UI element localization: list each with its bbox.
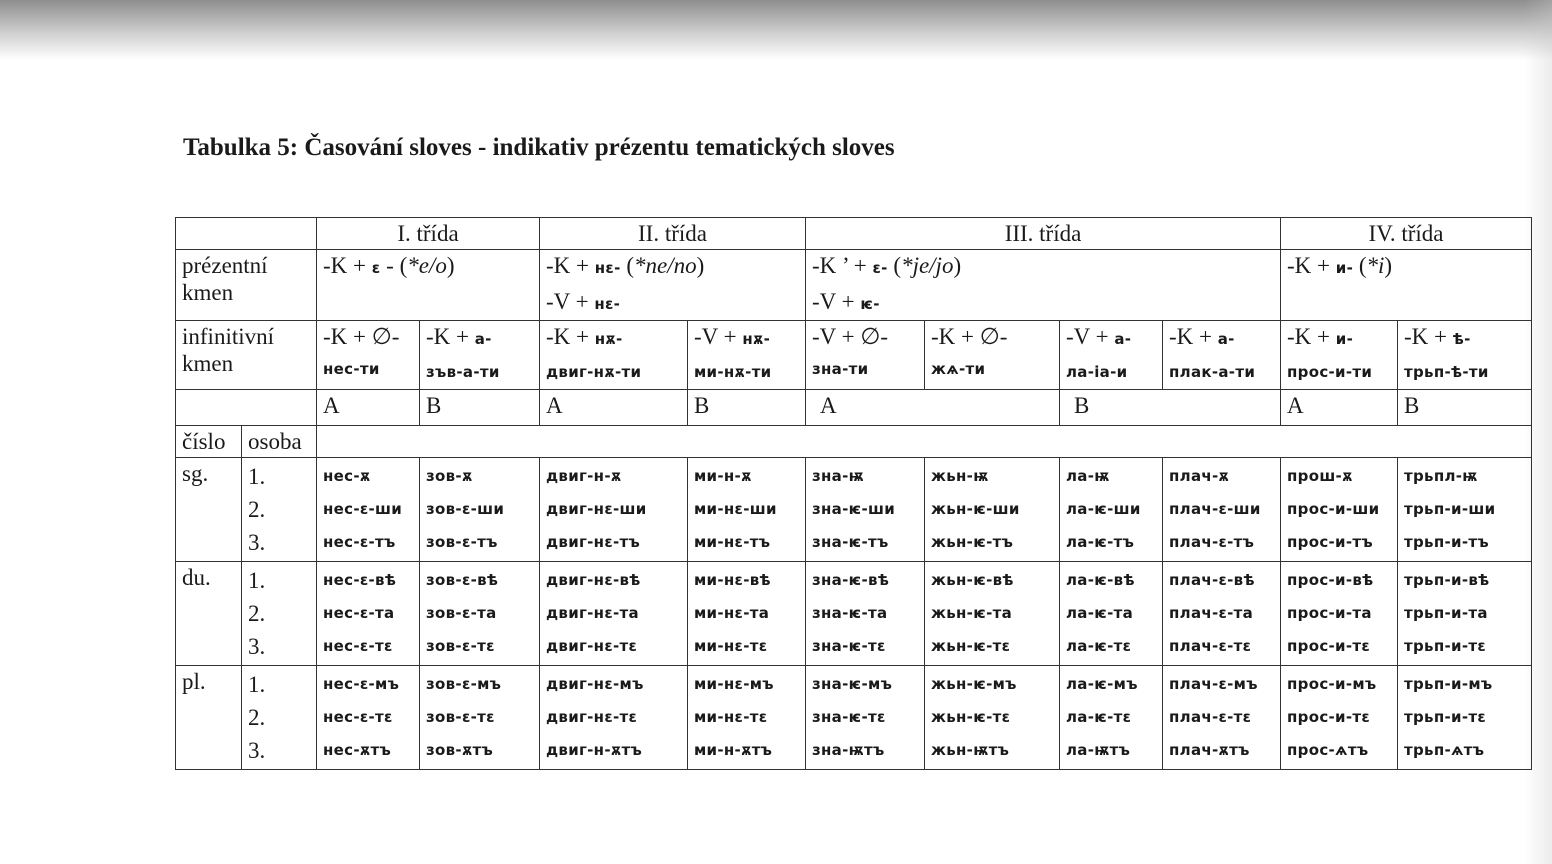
subtype-cell: B xyxy=(1398,390,1532,426)
number-group-pl xyxy=(176,666,1532,770)
subtype-row xyxy=(176,390,1532,426)
form-cell: плач-ѫ плач-ɛ-ши плач-ɛ-тъ xyxy=(1163,458,1281,562)
scan-top-shadow xyxy=(0,0,1552,60)
form-cell: ла-ѭ ла-ѥ-ши ла-ѥ-тъ xyxy=(1060,458,1163,562)
person-number: 2. xyxy=(248,601,266,626)
form-cell: зна-ѭ зна-ѥ-ши зна-ѥ-тъ xyxy=(806,458,925,562)
present-stem-class-2: -K + нɛ- (*ne/no) -V + нɛ- xyxy=(540,250,806,321)
person-number: 3. xyxy=(248,530,266,555)
subtype-cell: B xyxy=(1060,390,1281,426)
infinitive-stem-cell: -K + а- плак-а-ти xyxy=(1163,321,1281,390)
class-header-4: IV. třída xyxy=(1281,218,1532,250)
form-cell: ла-ѥ-мъ ла-ѥ-тɛ ла-ѭтъ xyxy=(1060,666,1163,770)
form-cell: зна-ѥ-вѣ зна-ѥ-та зна-ѥ-тɛ xyxy=(806,562,925,666)
form-cell: трьп-и-вѣ трьп-и-та трьп-и-тɛ xyxy=(1398,562,1532,666)
form-cell: жьн-ѥ-мъ жьн-ѥ-тɛ жьн-ѭтъ xyxy=(925,666,1060,770)
form-cell: зна-ѥ-мъ зна-ѥ-тɛ зна-ѭтъ xyxy=(806,666,925,770)
form-cell: трьпл-ѭ трьп-и-ши трьп-и-тъ xyxy=(1398,458,1532,562)
corner-cell xyxy=(176,218,317,250)
person-number: 3. xyxy=(248,738,266,763)
form-cell: жьн-ѥ-вѣ жьн-ѥ-та жьн-ѥ-тɛ xyxy=(925,562,1060,666)
subtype-label-empty xyxy=(176,390,317,426)
form-cell: зов-ɛ-вѣ зов-ɛ-та зов-ɛ-тɛ xyxy=(420,562,540,666)
infinitive-stem-cell: -V + а- ла-іа-и xyxy=(1060,321,1163,390)
infinitive-stem-cell: -K + нѫ- двиг-нѫ-ти xyxy=(540,321,688,390)
page-title: Tabulka 5: Časování sloves - indikativ prézentu tematických sloves xyxy=(183,134,895,161)
number-group-du xyxy=(176,562,1532,666)
person-number: 1. xyxy=(248,568,266,593)
class-header-row xyxy=(176,218,1532,250)
person-list xyxy=(242,458,317,562)
form-cell: ми-н-ѫ ми-нɛ-ши ми-нɛ-тъ xyxy=(688,458,806,562)
present-stem-class-4: -K + и- (*i) xyxy=(1281,250,1532,321)
form-cell: ла-ѥ-вѣ ла-ѥ-та ла-ѥ-тɛ xyxy=(1060,562,1163,666)
infinitive-stem-cell: -K + ∅- нес-ти xyxy=(317,321,420,390)
form-cell: зов-ѫ зов-ɛ-ши зов-ɛ-тъ xyxy=(420,458,540,562)
present-stem-label: prézentní kmen xyxy=(176,250,317,321)
form-cell: зов-ɛ-мъ зов-ɛ-тɛ зов-ѫтъ xyxy=(420,666,540,770)
form-cell: прос-и-мъ прос-и-тɛ прос-ѧтъ xyxy=(1281,666,1398,770)
infinitive-stem-cell: -V + нѫ- ми-нѫ-ти xyxy=(688,321,806,390)
subtype-cell: A xyxy=(540,390,688,426)
form-cell: ми-нɛ-вѣ ми-нɛ-та ми-нɛ-тɛ xyxy=(688,562,806,666)
present-stem-row xyxy=(176,250,1532,321)
person-list xyxy=(242,666,317,770)
number-person-header-row xyxy=(176,426,1532,458)
infinitive-stem-cell: -K + ∅- жѧ-ти xyxy=(925,321,1060,390)
form-cell: плач-ɛ-вѣ плач-ɛ-та плач-ɛ-тɛ xyxy=(1163,562,1281,666)
conjugation-table xyxy=(175,217,1532,770)
header-spacer xyxy=(317,426,1532,458)
infinitive-stem-cell: -K + и- прос-и-ти xyxy=(1281,321,1398,390)
subtype-cell: A xyxy=(317,390,420,426)
subtype-cell: B xyxy=(420,390,540,426)
infinitive-stem-label: infinitivní kmen xyxy=(176,321,317,390)
form-cell: прош-ѫ прос-и-ши прос-и-тъ xyxy=(1281,458,1398,562)
class-header-2: II. třída xyxy=(540,218,806,250)
form-cell: двиг-нɛ-мъ двиг-нɛ-тɛ двиг-н-ѫтъ xyxy=(540,666,688,770)
subtype-cell: B xyxy=(688,390,806,426)
person-list xyxy=(242,562,317,666)
number-label: du. xyxy=(176,562,242,666)
person-number: 2. xyxy=(248,497,266,522)
infinitive-stem-cell: -K + ѣ- трьп-ѣ-ти xyxy=(1398,321,1532,390)
form-cell: двиг-нɛ-вѣ двиг-нɛ-та двиг-нɛ-тɛ xyxy=(540,562,688,666)
form-cell: нес-ɛ-вѣ нес-ɛ-та нес-ɛ-тɛ xyxy=(317,562,420,666)
form-cell: прос-и-вѣ прос-и-та прос-и-тɛ xyxy=(1281,562,1398,666)
infinitive-stem-cell: -V + ∅- зна-ти xyxy=(806,321,925,390)
person-number: 2. xyxy=(248,705,266,730)
subtype-cell: A xyxy=(1281,390,1398,426)
person-number: 1. xyxy=(248,464,266,489)
form-cell: нес-ѫ нес-ɛ-ши нес-ɛ-тъ xyxy=(317,458,420,562)
number-header: číslo xyxy=(176,426,242,458)
person-number: 1. xyxy=(248,672,266,697)
form-cell: нес-ɛ-мъ нес-ɛ-тɛ нес-ѫтъ xyxy=(317,666,420,770)
person-header: osoba xyxy=(242,426,317,458)
number-label: pl. xyxy=(176,666,242,770)
class-header-3: III. třída xyxy=(806,218,1281,250)
present-stem-class-3: -K ’ + ɛ- (*je/jo) -V + ѥ- xyxy=(806,250,1281,321)
infinitive-stem-cell: -K + а- зъв-а-ти xyxy=(420,321,540,390)
infinitive-stem-row xyxy=(176,321,1532,390)
subtype-cell: A xyxy=(806,390,1060,426)
form-cell: жьн-ѭ жьн-ѥ-ши жьн-ѥ-тъ xyxy=(925,458,1060,562)
form-cell: двиг-н-ѫ двиг-нɛ-ши двиг-нɛ-тъ xyxy=(540,458,688,562)
form-cell: ми-нɛ-мъ ми-нɛ-тɛ ми-н-ѫтъ xyxy=(688,666,806,770)
form-cell: трьп-и-мъ трьп-и-тɛ трьп-ѧтъ xyxy=(1398,666,1532,770)
present-stem-class-1: -K + ɛ - (*e/o) xyxy=(317,250,540,321)
class-header-1: I. třída xyxy=(317,218,540,250)
number-label: sg. xyxy=(176,458,242,562)
form-cell: плач-ɛ-мъ плач-ɛ-тɛ плач-ѫтъ xyxy=(1163,666,1281,770)
person-number: 3. xyxy=(248,634,266,659)
number-group-sg xyxy=(176,458,1532,562)
